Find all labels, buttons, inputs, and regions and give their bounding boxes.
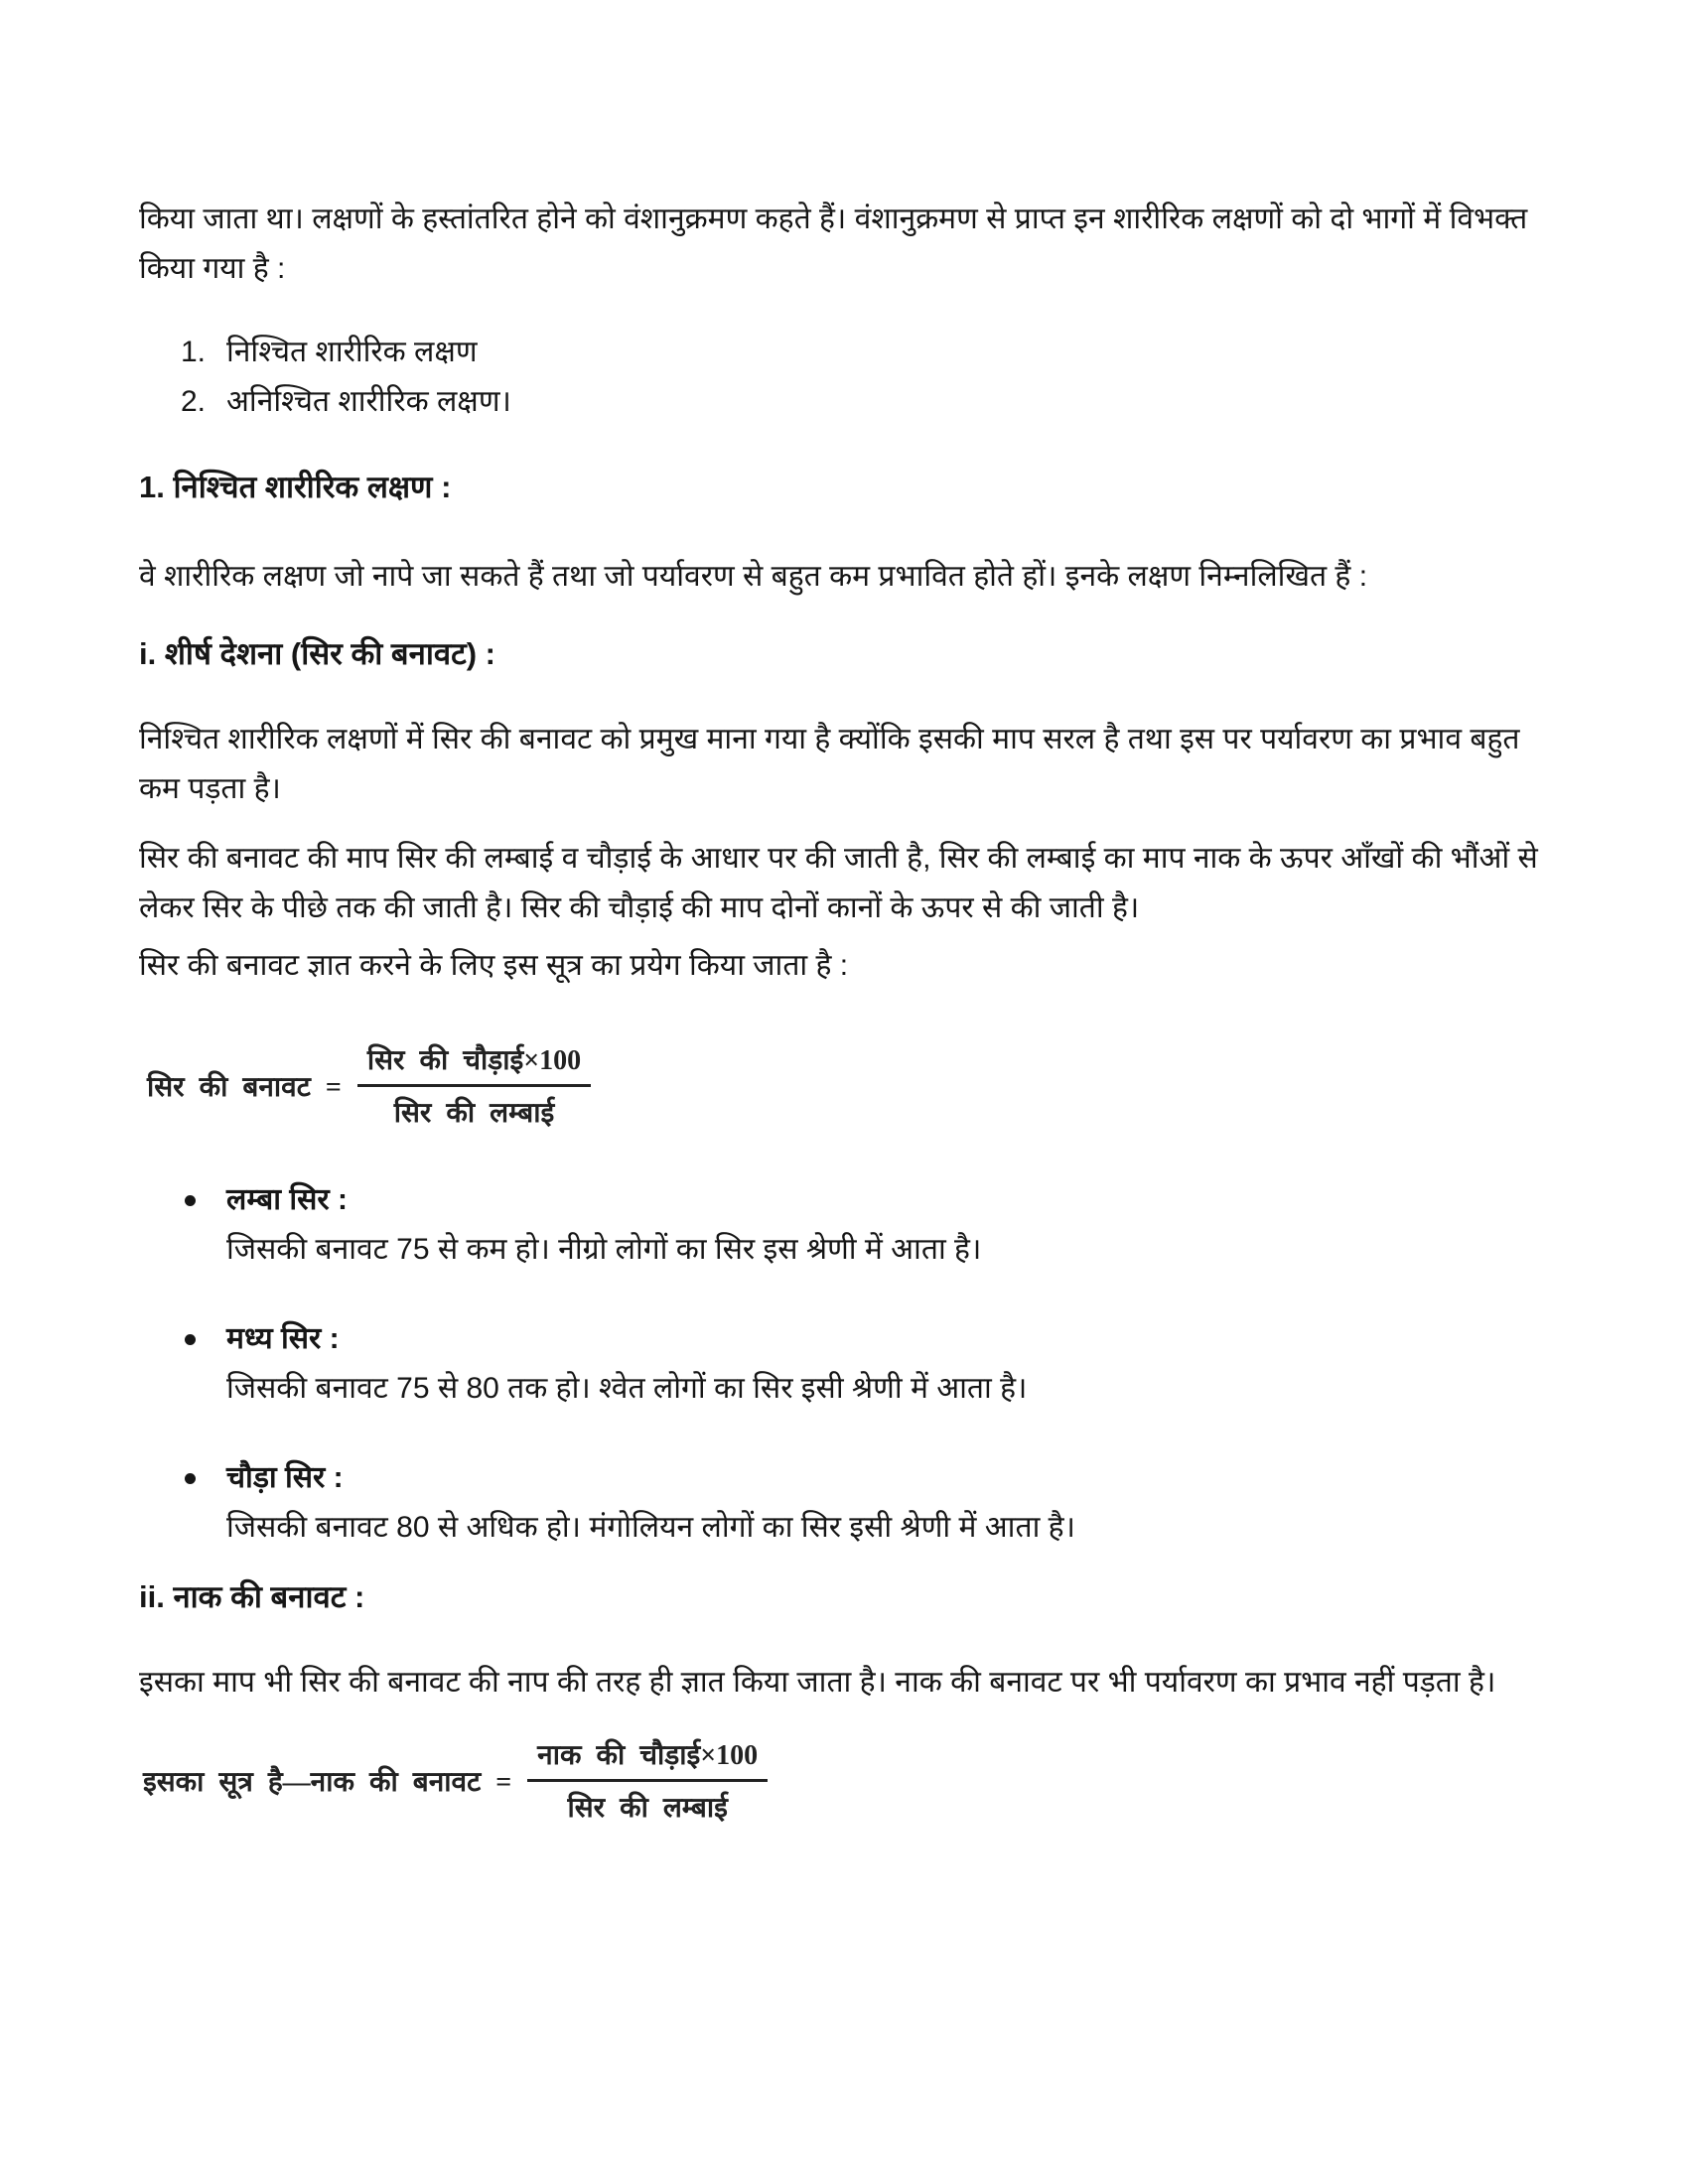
list-item-text: निश्चित शारीरिक लक्षण: [226, 336, 478, 368]
head-shape-paragraph-3: सिर की बनावट ज्ञात करने के लिए इस सूत्र का प्रयेग किया जाता है :: [139, 949, 849, 982]
list-item: [139, 328, 1544, 377]
subsection-ii-heading: ii. नाक की बनावट :: [139, 1579, 365, 1614]
bullet-term: लम्बा सिर :: [226, 1183, 348, 1216]
formula-fraction: [527, 1735, 768, 1826]
bullet-term: चौड़ा सिर :: [226, 1461, 344, 1494]
bullet-item-medium-head: [139, 1314, 1544, 1414]
bullet-content: [226, 1314, 1027, 1414]
nose-shape-formula: [143, 1735, 1544, 1826]
bullet-icon: [185, 1334, 196, 1345]
bullet-item-broad-head: [139, 1453, 1544, 1553]
formula-lhs: सिर की बनावट =: [147, 1071, 342, 1103]
bullet-item-long-head: [139, 1175, 1544, 1275]
list-item-number: 2.: [181, 385, 207, 418]
bullet-icon: [185, 1473, 196, 1484]
formula-fraction: [357, 1040, 591, 1131]
numbered-list: [139, 328, 1544, 427]
bullet-description: जिसकी बनावट 75 से कम हो। नीग्रो लोगों का सिर इस श्रेणी में आता है।: [226, 1233, 982, 1266]
formula-denominator: सिर की लम्बाई: [567, 1793, 728, 1824]
formula-lhs: इसका सूत्र है—नाक की बनावट =: [143, 1766, 512, 1798]
formula-numerator: नाक की चौड़ाई×100: [527, 1735, 768, 1782]
bullet-term: मध्य सिर :: [226, 1322, 340, 1355]
formula-numerator: सिर की चौड़ाई×100: [357, 1040, 591, 1087]
section-1-heading: 1. निश्चित शारीरिक लक्षण :: [139, 470, 452, 504]
bullet-description: जिसकी बनावट 75 से 80 तक हो। श्वेत लोगों का सिर इसी श्रेणी में आता है।: [226, 1372, 1028, 1405]
head-shape-formula: [147, 1040, 1544, 1131]
head-shape-paragraph-1: निश्चित शारीरिक लक्षणों में सिर की बनावट को प्रमुख माना गया है क्योंकि इसकी माप सरल है तथा इस पर पर्यावरण का प्रभाव बहुत कम पड़ता है।: [139, 723, 1520, 805]
list-item-text: अनिश्चित शारीरिक लक्षण।: [226, 385, 511, 418]
nose-shape-paragraph: इसका माप भी सिर की बनावट की नाप की तरह ही ज्ञात किया जाता है। नाक की बनावट पर भी पर्यावरण का प्रभाव नहीं पड़ता है।: [139, 1666, 1496, 1699]
bullet-description: जिसकी बनावट 80 से अधिक हो। मंगोलियन लोगों का सिर इसी श्रेणी में आता है।: [226, 1511, 1075, 1544]
bullet-content: [226, 1175, 981, 1275]
head-shape-paragraph-2: सिर की बनावट की माप सिर की लम्बाई व चौड़ाई के आधार पर की जाती है, सिर की लम्बाई का माप नाक के ऊपर आँखों की भौंओं से लेकर सिर के पीछे तक की जाती है। सिर की चौड़ाई की माप दोनों कानों के ऊपर से की जाती है।: [139, 842, 1538, 924]
formula-denominator: सिर की लम्बाई: [393, 1098, 555, 1129]
bullet-content: [226, 1453, 1075, 1553]
list-item-number: 1.: [181, 336, 207, 368]
intro-paragraph: किया जाता था। लक्षणों के हस्तांतरित होने को वंशानुक्रमण कहते हैं। वंशानुक्रमण से प्राप्त इन शारीरिक लक्षणों को दो भागों में विभक्त किया गया है :: [139, 203, 1528, 285]
subsection-i-heading: i. शीर्ष देशना (सिर की बनावट) :: [139, 636, 495, 671]
list-item: [139, 377, 1544, 427]
section-1-paragraph: वे शारीरिक लक्षण जो नापे जा सकते हैं तथा जो पर्यावरण से बहुत कम प्रभावित होते हों। इनके लक्षण निम्नलिखित हैं :: [139, 560, 1368, 593]
head-types-bullet-list: [139, 1175, 1544, 1553]
bullet-icon: [185, 1195, 196, 1206]
